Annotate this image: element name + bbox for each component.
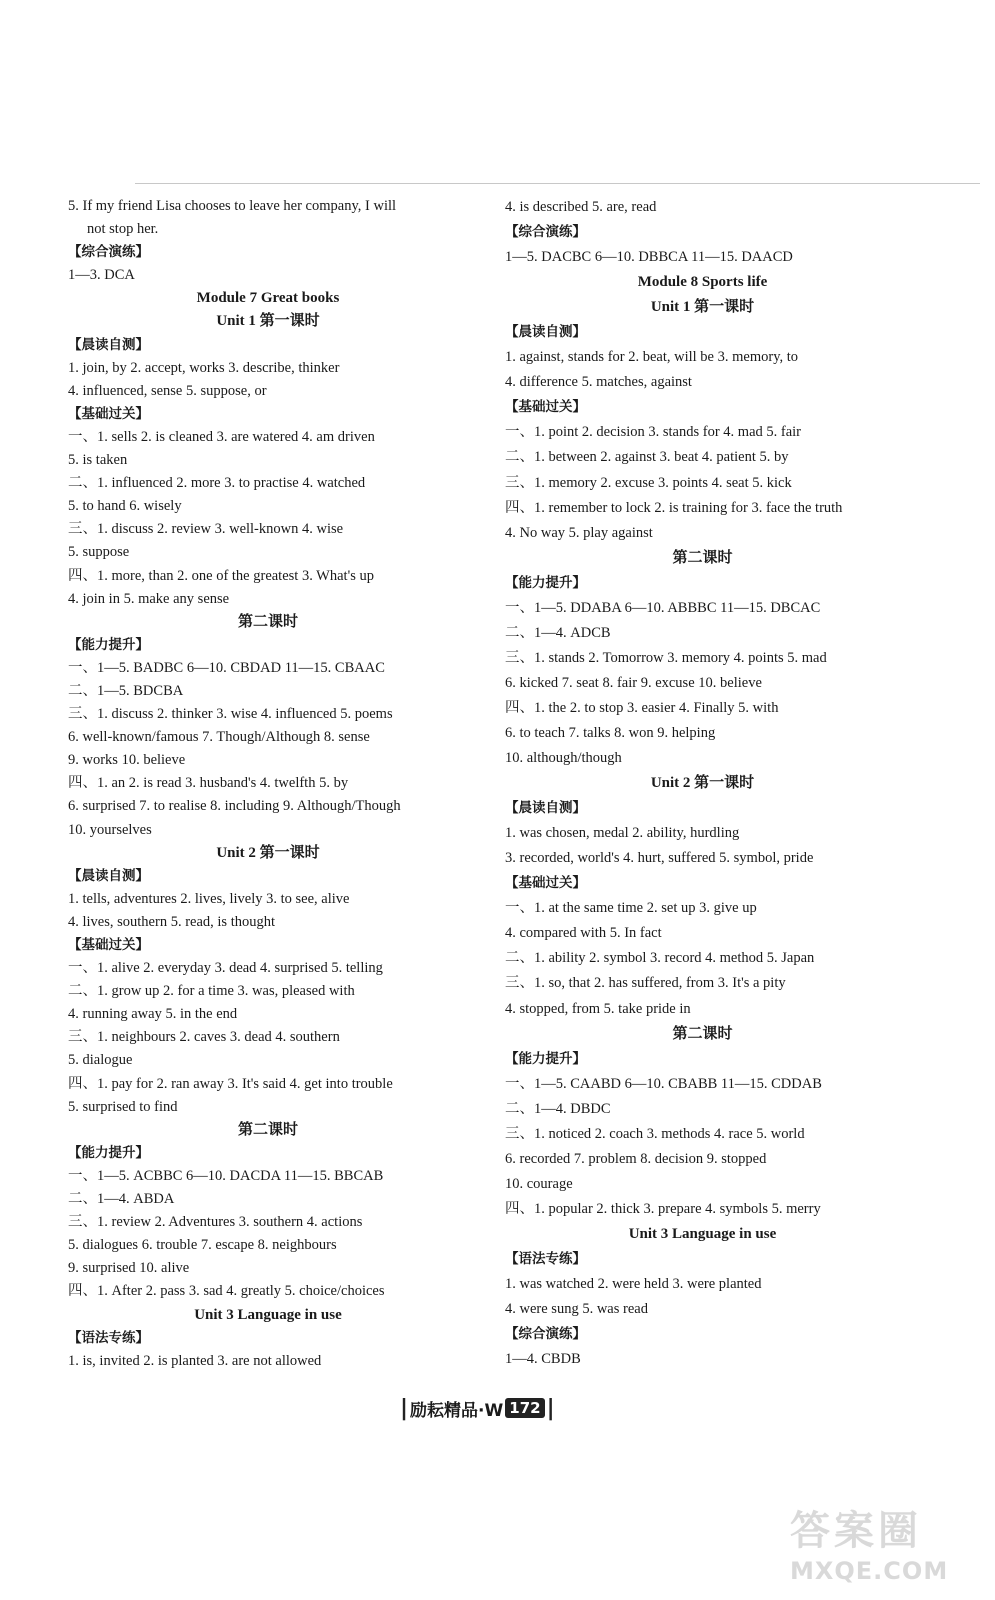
right-column [505, 195, 900, 1372]
answer-line: 5. If my friend Lisa chooses to leave her company, I will [68, 198, 397, 214]
answer-line: 5. dialogues 6. trouble 7. escape 8. neighbours [68, 1237, 337, 1254]
answer-line: 三、1. neighbours 2. caves 3. dead 4. southern [68, 1029, 340, 1046]
answer-line: 4. running away 5. in the end [68, 1006, 238, 1023]
answer-line: 3. recorded, world's 4. hurt, suffered 5. symbol, pride [505, 850, 814, 867]
heading-line: Unit 3 Language in use [628, 1225, 777, 1242]
answer-line: 四、1. popular 2. thick 3. prepare 4. symbols 5. merry [505, 1200, 821, 1217]
answer-line: 三、1. noticed 2. coach 3. methods 4. race 5. world [505, 1125, 805, 1142]
answer-line: 1. was chosen, medal 2. ability, hurdling [505, 825, 740, 842]
answer-line: 10. although/though [505, 750, 622, 767]
heading-line: 第二课时 [237, 613, 298, 630]
answer-line: 四、1. After 2. pass 3. sad 4. greatly 5. choice/choices [68, 1283, 385, 1300]
answer-line: 6. well-known/famous 7. Though/Although 8. sense [68, 729, 370, 746]
answer-line: 一、1—5. DDABA 6—10. ABBBC 11—15. DBCAC [505, 599, 821, 616]
answer-line: 1—5. DACBC 6—10. DBBCA 11—15. DAACD [505, 249, 793, 266]
answer-line: 一、1. point 2. decision 3. stands for 4. mad 5. fair [505, 424, 801, 441]
answer-line: 三、1. memory 2. excuse 3. points 4. seat 5. kick [505, 474, 792, 491]
section-label: 【能力提升】 [68, 1144, 149, 1161]
answer-line: 4. stopped, from 5. take pride in [505, 1000, 691, 1017]
section-label: 【晨读自测】 [68, 336, 149, 353]
heading-line: Module 7 Great books [196, 290, 340, 307]
answer-line: 5. dialogue [68, 1052, 133, 1069]
answer-line: 四、1. an 2. is read 3. husband's 4. twelfth 5. by [68, 775, 349, 792]
answer-line: 四、1. the 2. to stop 3. easier 4. Finally 5. with [505, 699, 779, 716]
answer-line: 4. were sung 5. was read [505, 1301, 648, 1318]
answer-line: 三、1. so, that 2. has suffered, from 3. It's a pity [505, 975, 786, 992]
section-label: 【语法专练】 [68, 1329, 149, 1346]
heading-line: 第二课时 [672, 549, 733, 566]
section-label: 【能力提升】 [505, 1050, 586, 1067]
answer-line: 4. difference 5. matches, against [505, 374, 692, 391]
heading-line: Unit 1 第一课时 [216, 313, 320, 330]
answer-line: 4. No way 5. play against [505, 524, 653, 541]
page-footer [400, 1393, 555, 1423]
answer-line: 一、1—5. BADBC 6—10. CBDAD 11—15. CBAAC [68, 659, 385, 676]
section-label: 【基础过关】 [68, 937, 149, 953]
answer-line: 4. is described 5. are, read [505, 199, 657, 215]
answer-line: 5. to hand 6. wisely [68, 498, 182, 515]
heading-line: 第二课时 [237, 1121, 298, 1138]
answer-line: 1. tells, adventures 2. lives, lively 3. to see, alive [68, 890, 350, 907]
answer-line: 1. was watched 2. were held 3. were planted [505, 1276, 762, 1293]
watermark [790, 1505, 980, 1595]
watermark-url: MXQE.COM [790, 1557, 949, 1585]
section-label: 【综合演练】 [505, 224, 586, 241]
answer-line: 二、1. between 2. against 3. beat 4. patient 5. by [505, 449, 789, 466]
section-label: 【基础过关】 [505, 399, 586, 416]
answer-line: 10. courage [505, 1175, 573, 1192]
section-label: 【晨读自测】 [505, 800, 586, 817]
answer-line: 三、1. review 2. Adventures 3. southern 4. actions [68, 1214, 363, 1231]
answer-line: 4. lives, southern 5. read, is thought [68, 913, 276, 930]
section-label: 【晨读自测】 [68, 867, 149, 884]
answer-line: 5. surprised to find [68, 1098, 178, 1115]
section-label: 【基础过关】 [505, 875, 586, 892]
answer-line: 4. join in 5. make any sense [68, 590, 230, 607]
answer-line: 一、1. alive 2. everyday 3. dead 4. surprised 5. telling [68, 960, 383, 977]
answer-line: 6. surprised 7. to realise 8. including 9. Although/Though [68, 798, 401, 815]
answer-line: not stop her. [87, 221, 159, 238]
answer-line: 三、1. stands 2. Tomorrow 3. memory 4. points 5. mad [505, 649, 827, 666]
answer-line: 四、1. remember to lock 2. is training for 3. face the truth [505, 499, 843, 516]
answer-line: 三、1. discuss 2. review 3. well-known 4. wise [68, 521, 344, 538]
footer-brand: 励耘精品·W [410, 1400, 504, 1421]
answer-line: 9. works 10. believe [68, 752, 186, 769]
answer-line: 10. yourselves [68, 821, 152, 838]
heading-line: 第二课时 [672, 1025, 733, 1042]
heading-line: Unit 1 第一课时 [650, 299, 755, 316]
answer-line: 二、1. grow up 2. for a time 3. was, pleased with [68, 983, 355, 1000]
answer-line: 一、1. at the same time 2. set up 3. give up [505, 900, 757, 917]
answer-line: 5. is taken [68, 452, 128, 469]
heading-line: Module 8 Sports life [637, 274, 768, 291]
section-label: 【晨读自测】 [505, 324, 586, 341]
answer-line: 1. is, invited 2. is planted 3. are not allowed [68, 1352, 322, 1369]
answer-line: 6. to teach 7. talks 8. won 9. helping [505, 724, 716, 741]
answer-line: 三、1. discuss 2. thinker 3. wise 4. influenced 5. poems [68, 706, 393, 723]
footer-bar-left: | [400, 1395, 409, 1421]
answer-line: 一、1. sells 2. is cleaned 3. are watered 4. am driven [68, 428, 375, 445]
answer-line: 1—4. CBDB [505, 1351, 581, 1368]
answer-line: 四、1. more, than 2. one of the greatest 3. What's up [68, 567, 374, 584]
answer-line: 二、1—4. DBDC [505, 1100, 611, 1117]
section-label: 【能力提升】 [68, 636, 149, 653]
section-label: 【语法专练】 [505, 1250, 586, 1267]
section-label: 【能力提升】 [505, 574, 586, 591]
section-label: 【综合演练】 [505, 1326, 586, 1343]
heading-line: Unit 2 第一课时 [216, 844, 320, 861]
watermark-logo-text: 答案圈 [790, 1508, 922, 1554]
answer-line: 一、1—5. ACBBC 6—10. DACDA 11—15. BBCAB [68, 1167, 384, 1184]
answer-line: 1. join, by 2. accept, works 3. describe, thinker [68, 359, 340, 376]
page-number: 172 [505, 1398, 544, 1418]
left-column [68, 195, 468, 1373]
answer-line: 二、1—4. ABDA [68, 1191, 175, 1208]
answer-line: 4. compared with 5. In fact [505, 925, 662, 942]
top-rule [135, 183, 980, 184]
answer-line: 4. influenced, sense 5. suppose, or [68, 382, 267, 399]
answer-line: 二、1—4. ADCB [505, 624, 611, 641]
section-label: 【综合演练】 [68, 244, 149, 261]
answer-line: 6. recorded 7. problem 8. decision 9. stopped [505, 1150, 767, 1167]
answer-line: 二、1. influenced 2. more 3. to practise 4. watched [68, 475, 366, 492]
answer-line: 1—3. DCA [68, 267, 135, 284]
footer-bar-right: | [546, 1395, 555, 1421]
answer-line: 6. kicked 7. seat 8. fair 9. excuse 10. believe [505, 674, 762, 691]
answer-line: 1. against, stands for 2. beat, will be 3. memory, to [505, 349, 799, 366]
answer-line: 一、1—5. CAABD 6—10. CBABB 11—15. CDDAB [505, 1075, 822, 1092]
section-label: 【基础过关】 [68, 405, 149, 422]
answer-line: 9. surprised 10. alive [68, 1260, 190, 1277]
answer-line: 四、1. pay for 2. ran away 3. It's said 4. get into trouble [68, 1075, 393, 1092]
heading-line: Unit 2 第一课时 [650, 775, 755, 792]
answer-line: 二、1. ability 2. symbol 3. record 4. method 5. Japan [505, 950, 815, 967]
answer-line: 5. suppose [68, 544, 130, 561]
answer-line: 二、1—5. BDCBA [68, 682, 184, 699]
heading-line: Unit 3 Language in use [194, 1306, 342, 1323]
